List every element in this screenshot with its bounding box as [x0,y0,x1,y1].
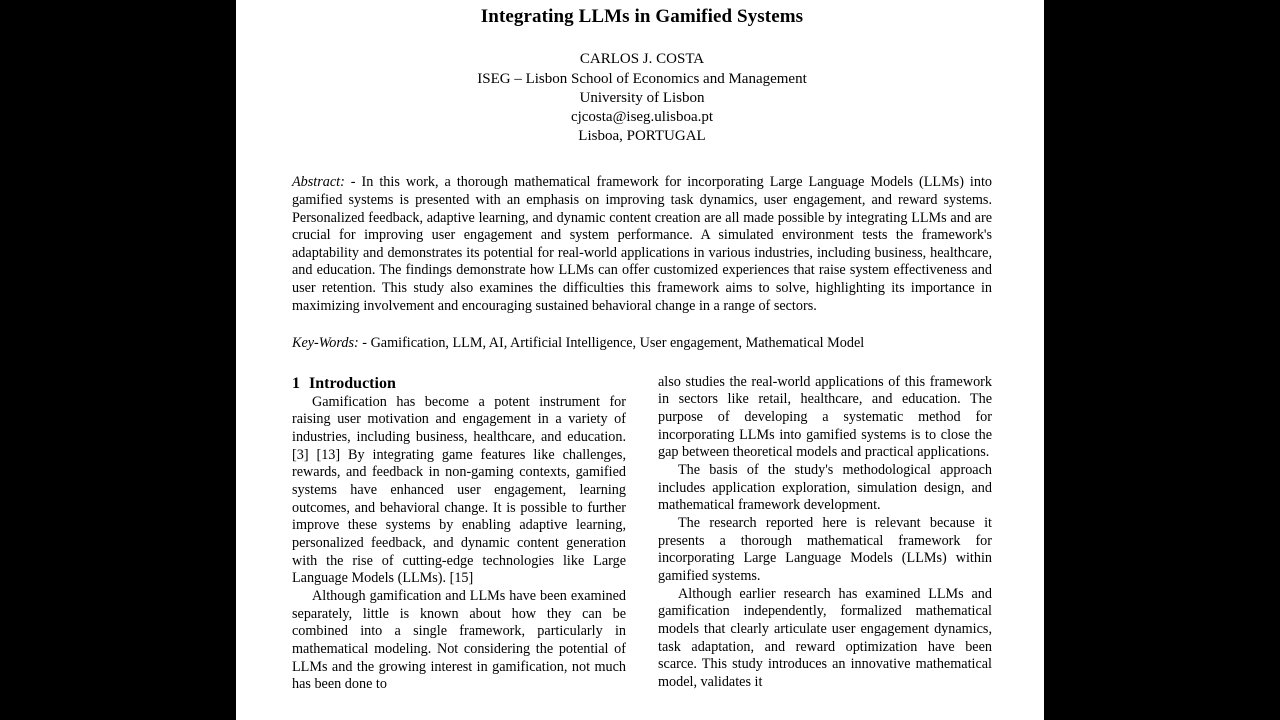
page-title: Integrating LLMs in Gamified Systems [480,6,804,27]
paragraph: also studies the real-world applications of this framework in sectors like retail, healthcare, and education. The purpose of developing a systematic method for incorporating LLMs into gamified systems is to close the gap between theoretical models and practical applications. [658,373,992,461]
section-heading-introduction [292,374,626,393]
author-block [292,50,992,146]
column-left [292,374,626,694]
abstract-separator: - [344,174,362,191]
keywords-label: Key-Words: [292,335,359,352]
author-university: University of Lisbon [579,89,705,106]
paragraph: The basis of the study's methodological approach includes application exploration, simulation design, and mathematical framework development. [658,462,992,514]
paragraph: The research reported here is relevant because it presents a thorough mathematical framework for incorporating Large Language Models (LLMs) within gamified systems. [658,515,992,584]
author-location: Lisboa, PORTUGAL [578,128,706,145]
column-right [658,374,992,692]
paragraph: Although gamification and LLMs have been examined separately, little is known about how they can be combined into a single framework, particularly in mathematical modeling. Not considering the potential of LLMs and the growing interest in gamification, not much has been done to [292,587,626,693]
abstract-label: Abstract: [292,174,345,191]
paper-content [292,0,992,694]
keywords-text: Gamification, LLM, AI, Artificial Intelligence, User engagement, Mathematical Model [370,335,865,352]
paragraph: Although earlier research has examined LLMs and gamification independently, formalized mathematical models that clearly articulate user engagement dynamics, task adaptation, and reward optimization have been scarce. This study introduces an innovative mathematical model, validates it [658,585,992,690]
section-number: 1 [292,374,300,392]
paper-page [236,0,1044,720]
two-column-body [292,374,992,694]
author-email[interactable]: cjcosta@iseg.ulisboa.pt [570,109,714,126]
paragraph: Gamification has become a potent instrument for raising user motivation and engagement in a variety of industries, including business, healthcare, and education. [3] [13] By integrating game features like challenges, rewards, and feedback in non-gaming contexts, gamified systems have enhanced user engagement, learning outcomes, and behavioral change. It is possible to further improve these systems by enabling adaptive learning, personalized feedback, and dynamic content generation with the rise of cutting-edge technologies like Large Language Models (LLMs). [15] [292,393,626,587]
keywords-paragraph [292,335,992,353]
abstract-text: In this work, a thorough mathematical framework for incorporating Large Language Models (LLMs) into gamified systems is presented with an emphasis on improving task dynamics, user engagement, and reward systems. Personalized feedback, adaptive learning, and dynamic content creation are all made possible by integrating LLMs and are crucial for improving user engagement and system performance. A simulated environment tests the framework's adaptability and demonstrates its potential for real-world applications in various industries, including business, healthcare, and education. The findings demonstrate how LLMs can offer customized experiences that raise system effectiveness and user retention. This study also examines the difficulties this framework aims to solve, highlighting its importance in maximizing involvement and encouraging sustained behavioral change in a range of sectors. [292,174,993,314]
keywords-separator: - [358,335,371,352]
author-name: CARLOS J. COSTA [579,51,705,68]
section-title: Introduction [309,374,396,392]
author-affiliation: ISEG – Lisbon School of Economics and Management [477,70,807,87]
abstract-paragraph [292,174,992,315]
